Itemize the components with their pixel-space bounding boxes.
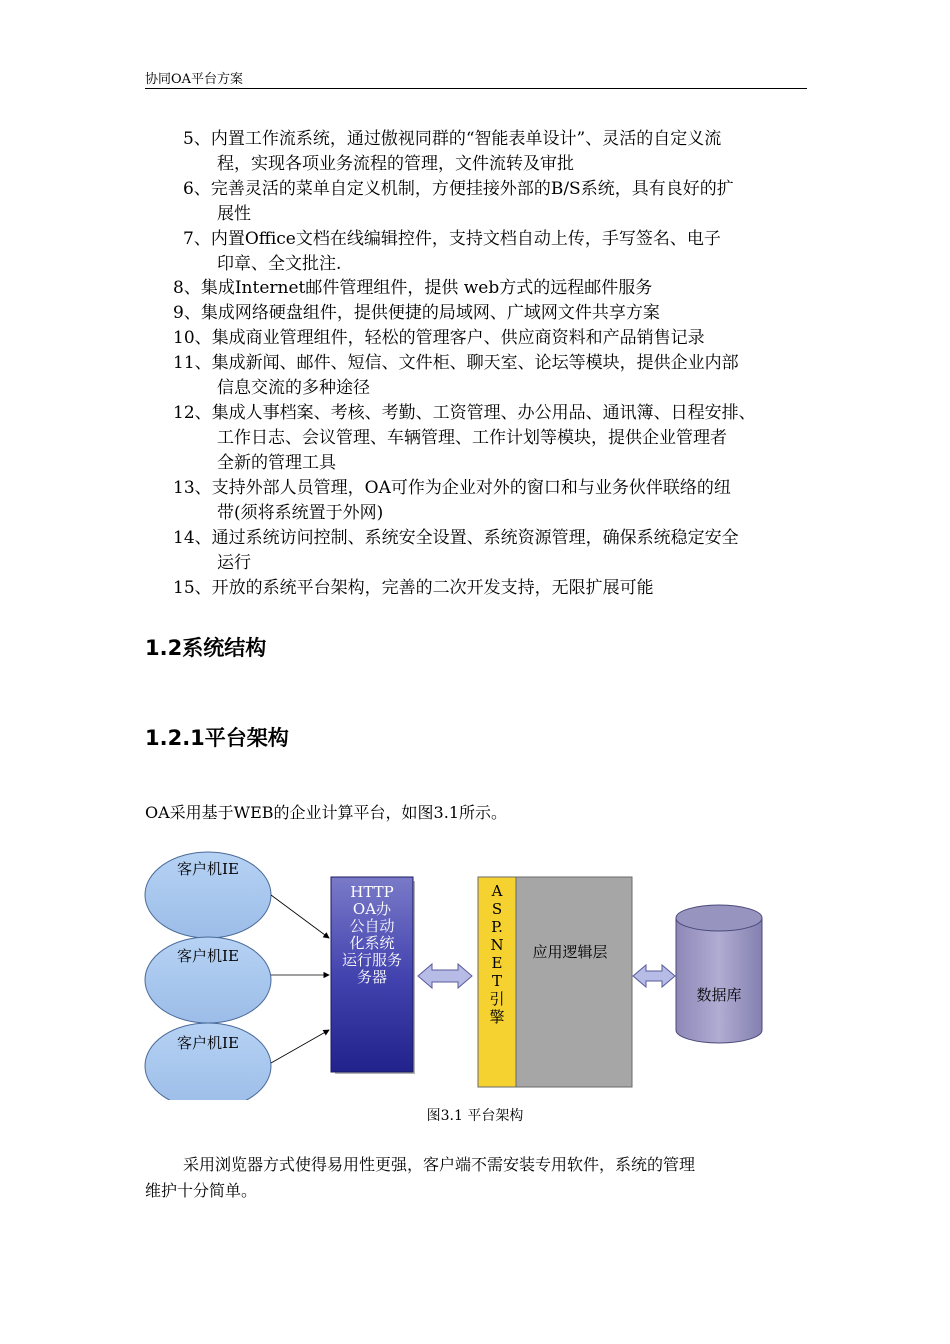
engine-label-char: 引 bbox=[489, 990, 505, 1008]
list-item bbox=[173, 326, 705, 351]
list-item bbox=[183, 127, 721, 177]
server-label-line: 化系统 bbox=[349, 934, 395, 952]
list-item-continuation: 工作日志、会议管理、车辆管理、工作计划等模块，提供企业管理者 bbox=[217, 428, 727, 448]
intro-paragraph: OA采用基于WEB的企业计算平台，如图3.1所示。 bbox=[145, 803, 508, 822]
list-item-text: 集成人事档案、考核、考勤、工资管理、办公用品、通讯簿、日程安排、 bbox=[211, 403, 756, 423]
application-logic-box bbox=[516, 877, 632, 1087]
subsection-heading: 1.2.1平台架构 bbox=[145, 726, 289, 750]
list-item-text: 开放的系统平台架构，完善的二次开发支持，无限扩展可能 bbox=[211, 578, 654, 598]
closing-paragraph bbox=[145, 1152, 695, 1204]
list-item-continuation: 程，实现各项业务流程的管理，文件流转及审批 bbox=[217, 154, 574, 174]
list-item bbox=[173, 276, 652, 301]
list-item-number: 10、 bbox=[173, 328, 212, 348]
engine-label-char: S bbox=[491, 900, 503, 918]
closing-line-2: 维护十分简单。 bbox=[145, 1181, 258, 1200]
client-label: 客户机IE bbox=[177, 1034, 239, 1052]
engine-label-char: A bbox=[491, 882, 503, 900]
server-label-line: 运行服务 bbox=[341, 951, 403, 969]
list-item-number: 5、 bbox=[183, 129, 211, 149]
database-cylinder bbox=[676, 905, 762, 1043]
list-item-text: 支持外部人员管理，OA可作为企业对外的窗口和与业务伙伴联络的纽 bbox=[211, 478, 731, 498]
logic-database-arrow bbox=[633, 965, 675, 987]
logic-label: 应用逻辑层 bbox=[532, 943, 608, 961]
list-item-text: 集成新闻、邮件、短信、文件柜、聊天室、论坛等模块，提供企业内部 bbox=[211, 353, 739, 373]
list-item-text: 内置Office文档在线编辑控件，支持文档自动上传，手写签名、电子 bbox=[210, 229, 721, 249]
list-item-text: 集成Internet邮件管理组件，提供 web方式的远程邮件服务 bbox=[200, 278, 653, 298]
list-item-continuation: 全新的管理工具 bbox=[217, 453, 336, 473]
page-header bbox=[145, 66, 807, 89]
server-label-line: 务器 bbox=[356, 968, 388, 986]
list-item-text: 通过系统访问控制、系统安全设置、系统资源管理，确保系统稳定安全 bbox=[211, 528, 739, 548]
list-item-continuation: 展性 bbox=[217, 204, 251, 224]
engine-label-char: E bbox=[491, 954, 503, 972]
server-label-line: OA办 bbox=[352, 900, 392, 918]
list-item bbox=[183, 177, 734, 227]
list-item-continuation: 带(须将系统置于外网) bbox=[217, 503, 384, 523]
list-item-text: 集成网络硬盘组件，提供便捷的局域网、广域网文件共享方案 bbox=[200, 303, 660, 323]
list-item-text: 内置工作流系统，通过傲视同群的“智能表单设计”、灵活的自定义流 bbox=[210, 129, 722, 149]
asp-net-engine-box bbox=[478, 877, 516, 1087]
list-item bbox=[173, 351, 739, 401]
list-item-text: 集成商业管理组件，轻松的管理客户、供应商资料和产品销售记录 bbox=[211, 328, 705, 348]
list-item bbox=[173, 576, 654, 601]
client-label: 客户机IE bbox=[177, 947, 239, 965]
section-heading: 1.2系统结构 bbox=[145, 636, 267, 660]
list-item bbox=[173, 526, 739, 576]
list-item bbox=[173, 401, 756, 476]
server-label-line: 公自动 bbox=[349, 917, 395, 935]
engine-label-char: N bbox=[490, 936, 504, 954]
client-arrow-1 bbox=[271, 895, 329, 938]
engine-label-char: P. bbox=[491, 918, 503, 936]
list-item-number: 13、 bbox=[173, 478, 212, 498]
list-item-number: 6、 bbox=[183, 179, 211, 199]
platform-architecture-diagram bbox=[0, 840, 950, 1100]
list-item-number: 14、 bbox=[173, 528, 212, 548]
server-engine-arrow bbox=[418, 964, 472, 988]
database-label: 数据库 bbox=[696, 986, 742, 1004]
list-item-text: 完善灵活的菜单自定义机制，方便挂接外部的B/S系统，具有良好的扩 bbox=[210, 179, 734, 199]
list-item bbox=[173, 476, 731, 526]
list-item-continuation: 印章、全文批注. bbox=[217, 254, 342, 274]
client-label: 客户机IE bbox=[177, 860, 239, 878]
list-item-number: 12、 bbox=[173, 403, 212, 423]
client-node-2 bbox=[145, 937, 271, 1023]
list-item bbox=[183, 227, 721, 277]
http-server-box bbox=[331, 877, 415, 1074]
closing-line-1: 采用浏览器方式使得易用性更强，客户端不需安装专用软件，系统的管理 bbox=[183, 1155, 696, 1174]
figure-caption: 图3.1 平台架构 bbox=[426, 1108, 524, 1124]
list-item-number: 9、 bbox=[173, 303, 201, 323]
list-item-continuation: 运行 bbox=[217, 553, 251, 573]
engine-label-char: T bbox=[491, 972, 503, 990]
list-item-number: 15、 bbox=[173, 578, 212, 598]
list-item-number: 7、 bbox=[183, 229, 211, 249]
list-item bbox=[173, 301, 660, 326]
list-item-number: 11、 bbox=[173, 353, 212, 373]
client-arrow-3 bbox=[271, 1030, 329, 1063]
client-node-1 bbox=[145, 852, 271, 938]
list-item-number: 8、 bbox=[173, 278, 201, 298]
list-item-continuation: 信息交流的多种途径 bbox=[217, 378, 370, 398]
header-title: 协同OA平台方案 bbox=[145, 72, 244, 87]
client-node-3 bbox=[145, 1023, 271, 1100]
server-label-line: HTTP bbox=[350, 883, 394, 901]
engine-label-char: 擎 bbox=[489, 1008, 505, 1026]
